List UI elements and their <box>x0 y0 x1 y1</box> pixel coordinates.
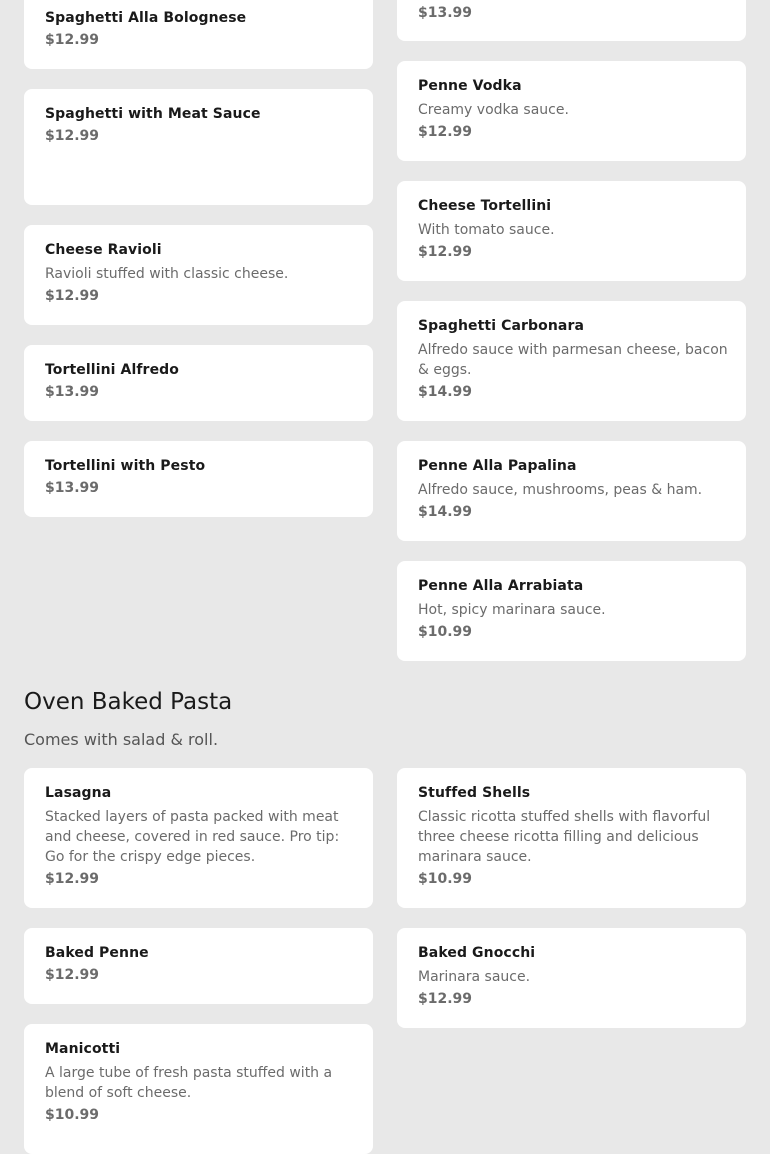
item-price: $10.99 <box>418 624 473 640</box>
item-name: Penne Alla Arrabiata <box>418 578 584 594</box>
menu-item-card[interactable] <box>397 61 746 161</box>
item-name: Penne Alla Papalina <box>418 458 577 474</box>
item-price: $12.99 <box>418 991 473 1007</box>
item-description: Alfredo sauce, mushrooms, peas & ham. <box>418 482 703 498</box>
item-description: Classic ricotta stuffed shells with flavorful three cheese ricotta filling and delicious marinara sauce. <box>418 809 711 865</box>
menu-item-card[interactable] <box>397 441 746 541</box>
item-description: Marinara sauce. <box>418 969 531 985</box>
item-name: Cheese Tortellini <box>418 198 552 214</box>
item-price: $12.99 <box>45 128 100 144</box>
item-description: Ravioli stuffed with classic cheese. <box>45 266 289 282</box>
item-price: $12.99 <box>45 32 100 48</box>
item-description: With tomato sauce. <box>418 222 555 238</box>
menu-item-card[interactable] <box>24 89 373 205</box>
menu-item-card[interactable] <box>24 928 373 1004</box>
menu-item-card[interactable] <box>24 345 373 421</box>
item-description: A large tube of fresh pasta stuffed with a blend of soft cheese. <box>45 1065 333 1101</box>
item-name: Stuffed Shells <box>418 785 531 801</box>
item-price: $13.99 <box>45 480 100 496</box>
item-price: $13.99 <box>418 5 473 21</box>
item-price: $12.99 <box>418 244 473 260</box>
item-price: $12.99 <box>45 288 100 304</box>
item-price: $10.99 <box>45 1107 100 1123</box>
menu-item-card[interactable] <box>24 0 373 69</box>
menu-item-card[interactable] <box>397 768 746 908</box>
item-name: Spaghetti with Meat Sauce <box>45 106 261 122</box>
item-name: Manicotti <box>45 1041 121 1057</box>
item-price: $14.99 <box>418 504 473 520</box>
menu-item-card[interactable] <box>397 928 746 1028</box>
menu-item-card[interactable] <box>24 768 373 908</box>
item-price: $14.99 <box>418 384 473 400</box>
item-name: Baked Penne <box>45 945 149 961</box>
item-description: Hot, spicy marinara sauce. <box>418 602 606 618</box>
item-name: Baked Gnocchi <box>418 945 536 961</box>
item-description: Alfredo sauce with parmesan cheese, bacon & eggs. <box>418 342 728 378</box>
section-title: Oven Baked Pasta <box>24 689 233 715</box>
section-subtitle: Comes with salad & roll. <box>24 730 219 749</box>
item-name: Spaghetti Carbonara <box>418 318 585 334</box>
item-description: Creamy vodka sauce. <box>418 102 569 118</box>
item-name: Lasagna <box>45 785 112 801</box>
menu-item-card[interactable] <box>24 225 373 325</box>
menu-item-card[interactable] <box>24 1024 373 1154</box>
item-name: Tortellini with Pesto <box>45 458 206 474</box>
item-price: $12.99 <box>45 967 100 983</box>
menu-item-card[interactable] <box>397 181 746 281</box>
item-price: $10.99 <box>418 871 473 887</box>
item-price: $13.99 <box>45 384 100 400</box>
menu-item-card[interactable] <box>397 301 746 421</box>
item-description: Stacked layers of pasta packed with meat and cheese, covered in red sauce. Pro tip: Go for the crispy edge pieces. <box>45 809 340 865</box>
item-price: $12.99 <box>418 124 473 140</box>
item-name: Cheese Ravioli <box>45 242 162 258</box>
menu-item-card[interactable] <box>397 0 746 41</box>
item-name: Penne Vodka <box>418 78 522 94</box>
item-name: Spaghetti Alla Bolognese <box>45 10 247 26</box>
menu-item-card[interactable] <box>397 561 746 661</box>
menu-item-card[interactable] <box>24 441 373 517</box>
item-price: $12.99 <box>45 871 100 887</box>
item-name: Tortellini Alfredo <box>45 362 180 378</box>
